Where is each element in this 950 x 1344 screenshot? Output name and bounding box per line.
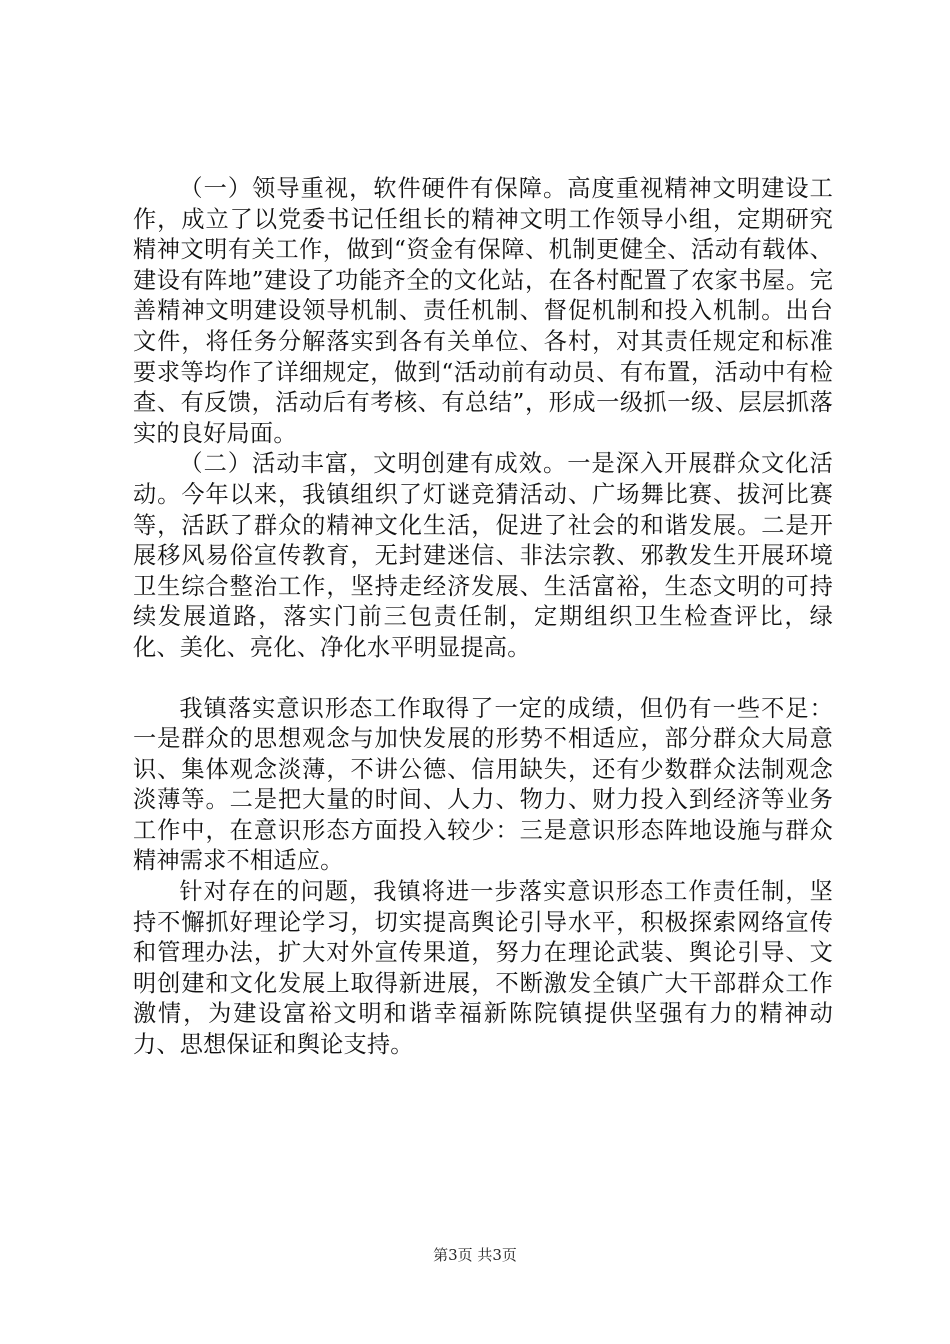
paragraph-leadership: （一）领导重视，软件硬件有保障。高度重视精神文明建设工作，成立了以党委书记任组长的精神文明工作领导小组，定期研究精神文明有关工作，做到“资金有保障、机制更健全、活动有载体、建设有阵地”建设了功能齐全的文化站，在各村配置了农家书屋。完善精神文明建设领导机制、责任机制、督促机制和投入机制。出台文件，将任务分解落实到各有关单位、各村，对其责任规定和标准要求等均作了详细规定，做到“活动前有动员、有布置，活动中有检查、有反馈，活动后有考核、有总结”，形成一级抓一级、层层抓落实的良好局面。 [133,175,833,447]
paragraph-activities: （二）活动丰富，文明创建有成效。一是深入开展群众文化活动。今年以来，我镇组织了灯谜竞猜活动、广场舞比赛、拔河比赛等，活跃了群众的精神文化生活，促进了社会的和谐发展。二是开展移风易俗宣传教育，无封建迷信、非法宗教、邪教发生开展环境卫生综合整治工作，坚持走经济发展、生活富裕，生态文明的可持续发展道路，落实门前三包责任制，定期组织卫生检查评比，绿化、美化、亮化、净化水平明显提高。 [133,450,833,661]
paragraph-spacer [133,664,833,694]
paragraph-shortcomings: 我镇落实意识形态工作取得了一定的成绩，但仍有一些不足：一是群众的思想观念与加快发展的形势不相适应，部分群众大局意识、集体观念淡薄，不讲公德、信用缺失，还有少数群众法制观念淡薄等。二是把大量的时间、人力、物力、财力投入到经济等业务工作中，在意识形态方面投入较少：三是意识形态阵地设施与群众精神需求不相适应。 [133,694,833,875]
document-body [133,174,833,1061]
page-footer: 第3页 共3页 [433,1246,517,1264]
paragraph-measures: 针对存在的问题，我镇将进一步落实意识形态工作责任制，坚持不懈抓好理论学习，切实提高舆论引导水平，积极探索网络宣传和管理办法，扩大对外宣传果道，努力在理论武装、舆论引导、文明创建和文化发展上取得新进展，不断激发全镇广大干部群众工作激情，为建设富裕文明和谐幸福新陈院镇提供坚强有力的精神动力、思想保证和舆论支持。 [133,878,833,1059]
